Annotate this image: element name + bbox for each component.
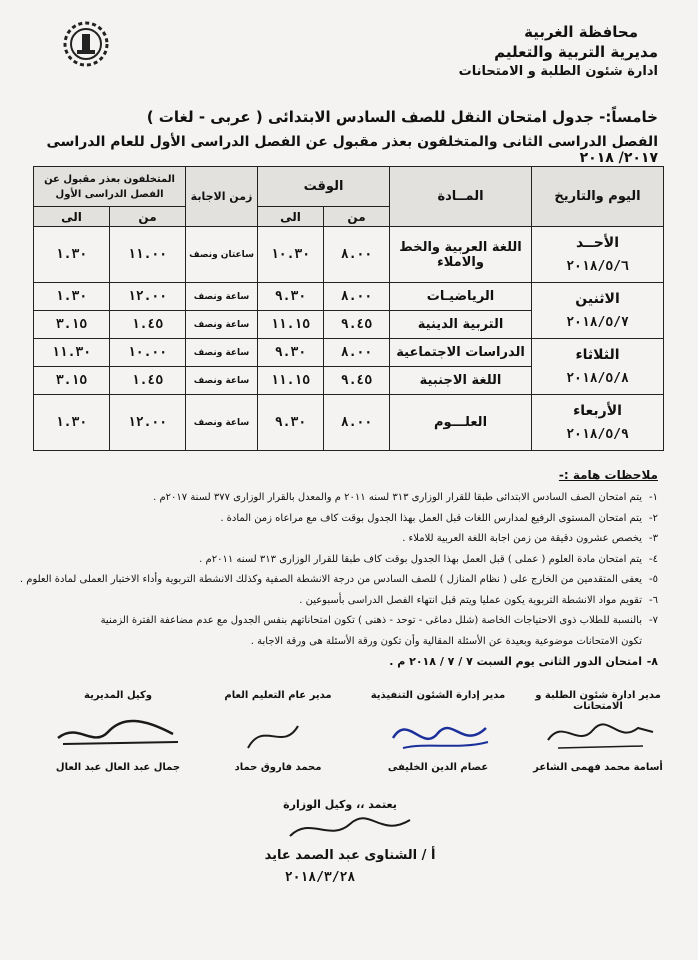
duration-cell: ساعة ونصف [186, 395, 258, 451]
late-to-cell: ١١.٣٠ [34, 339, 110, 367]
day-date: ٢٠١٨/٥/٩ [566, 426, 629, 442]
time-from-cell: ٨.٠٠ [324, 395, 390, 451]
note-item [18, 550, 658, 571]
day-date: ٢٠١٨/٥/٨ [566, 370, 629, 386]
late-to-cell: ١.٣٠ [34, 283, 110, 311]
document-title: خامساً:- جدول امتحان النقل للصف السادس الابتدائى ( عربى - لغات ) [146, 108, 658, 126]
day-cell [532, 283, 664, 339]
time-from-cell: ٩.٤٥ [324, 311, 390, 339]
header-late-from: من [110, 207, 186, 227]
time-to-cell: ١١.١٥ [258, 367, 324, 395]
header-day: اليوم والتاريخ [532, 167, 664, 227]
approval-date: ٢٠١٨/٣/٢٨ [284, 870, 356, 885]
table-row [34, 227, 664, 283]
signature-block [518, 690, 678, 773]
note-text: تكون الامتحانات موضوعية وبعيدة عن الأسئلة المقالية وأن تكون ورقة الأسئلة هى ورقة الاجابة . [250, 635, 642, 647]
day-date: ٢٠١٨/٥/٦ [566, 258, 629, 274]
late-from-cell: ١٢.٠٠ [110, 283, 186, 311]
late-from-cell: ١٢.٠٠ [110, 395, 186, 451]
governorate-name: محافظة الغربية [524, 23, 638, 41]
note-text: يخصص عشرون دقيقة من زمن اجابة اللغة العربية للاملاء . [402, 533, 642, 544]
table-row [34, 395, 664, 451]
signature-block [198, 690, 358, 773]
day-name: الأحــد [576, 234, 620, 251]
note-text: بالنسبة للطلاب ذوى الاحتياجات الخاصة (شلل دماغى - توحد - ذهنى ) تكون امتحاناتهم بنفس الجدول مع عدم مضاعفة الفترة الزمنية [100, 615, 642, 626]
late-from-cell: ١١.٠٠ [110, 227, 186, 283]
time-to-cell: ١٠.٣٠ [258, 227, 324, 283]
note-number: ٣- [649, 533, 658, 544]
header-subject: المــادة [390, 167, 532, 227]
handwritten-signature-icon [528, 708, 668, 758]
late-to-cell: ٣.١٥ [34, 367, 110, 395]
signature-role: مدير إدارة الشئون التنفيذية [370, 690, 506, 701]
document-subtitle: الفصل الدراسى الثانى والمتخلفون بعذر مقبول عن الفصل الدراسى الأول للعام الدراسى ٢٠١٧/ ٢٠١٨ [46, 134, 658, 166]
table-row [34, 283, 664, 311]
subject-cell: الرياضيـات [390, 283, 532, 311]
handwritten-signature-icon [48, 708, 188, 758]
table-row [34, 339, 664, 367]
header-time: الوقت [258, 167, 390, 207]
note-item [18, 529, 658, 550]
time-to-cell: ٩.٣٠ [258, 283, 324, 311]
header-duration: زمن الاجابة [186, 167, 258, 227]
approval-block [240, 798, 440, 885]
duration-cell: ساعتان ونصف [186, 227, 258, 283]
handwritten-signature-icon [368, 708, 508, 758]
subject-cell: التربية الدينية [390, 311, 532, 339]
duration-cell: ساعة ونصف [186, 367, 258, 395]
signatures-row [28, 690, 678, 780]
day-name: الثلاثاء [575, 346, 620, 363]
late-from-cell: ١.٤٥ [110, 311, 186, 339]
note-text: يعفى المتقدمين من الخارج على ( نظام المنازل ) للصف السادس من درجة الانشطة الصفية وكذلك الانشطة التربوية وأداء الاختبار العملى لمادة العلوم . [19, 574, 642, 585]
note-number: ١- [649, 492, 658, 503]
signature-role: مدير عام التعليم العام [224, 690, 332, 701]
note-number: ٤- [649, 553, 658, 565]
note-item [18, 632, 658, 653]
duration-cell: ساعة ونصف [186, 311, 258, 339]
day-date: ٢٠١٨/٥/٧ [566, 314, 629, 330]
time-from-cell: ٩.٤٥ [324, 367, 390, 395]
note-text: يتم امتحان الصف السادس الابتدائى طبقا للقرار الوزارى ٣١٣ لسنه ٢٠١١ م والمعدل بالقرار الوزارى ٣٧٧ لسنة ٢٠١٧م . [153, 492, 642, 503]
note-number: ٥- [649, 574, 658, 585]
note-text: يتم امتحان المستوى الرفيع لمدارس اللغات قبل العمل بهذا الجدول بوقت كاف مع مراعاه زمن المادة . [220, 512, 642, 524]
signature-name: جمال عبد العال عبد العال [55, 762, 181, 773]
time-to-cell: ٩.٣٠ [258, 339, 324, 367]
signature-role: مدير ادارة شئون الطلبة و الامتحانات [535, 690, 661, 712]
notes-title: ملاحظات هامة :- [558, 468, 658, 482]
note-text: يتم امتحان مادة العلوم ( عملى ) قبل العمل بهذا الجدول بوقت كاف طبقا للقرار الوزارى ٣١٣ لسنه ٢٠١١م . [199, 553, 642, 565]
time-to-cell: ١١.١٥ [258, 311, 324, 339]
day-name: الأربعاء [573, 402, 622, 419]
header [358, 22, 658, 82]
day-name: الاثنين [575, 290, 620, 307]
note-text: امتحان الدور الثانى يوم السبت ٧ / ٧ / ٢٠١٨ م . [389, 655, 642, 668]
day-cell [532, 227, 664, 283]
late-to-cell: ١.٣٠ [34, 227, 110, 283]
subject-cell: اللغة الاجنبية [390, 367, 532, 395]
header-time-to: الى [258, 207, 324, 227]
signature-name: محمد فاروق حماد [234, 762, 322, 773]
department-name: ادارة شئون الطلبة و الامتحانات [458, 64, 658, 79]
day-cell [532, 395, 664, 451]
signature-block [38, 690, 198, 773]
header-late-to: الى [34, 207, 110, 227]
time-from-cell: ٨.٠٠ [324, 227, 390, 283]
subject-cell: الدراسات الاجتماعية [390, 339, 532, 367]
late-to-cell: ١.٣٠ [34, 395, 110, 451]
signature-block [358, 690, 518, 773]
subject-cell: اللغة العربية والخط والاملاء [390, 227, 532, 283]
header-time-from: من [324, 207, 390, 227]
time-from-cell: ٨.٠٠ [324, 283, 390, 311]
day-cell [532, 339, 664, 395]
late-from-cell: ١٠.٠٠ [110, 339, 186, 367]
note-item [18, 591, 658, 612]
late-from-cell: ١.٤٥ [110, 367, 186, 395]
duration-cell: ساعة ونصف [186, 339, 258, 367]
notes-list [18, 488, 658, 673]
note-item [18, 652, 658, 673]
time-from-cell: ٨.٠٠ [324, 339, 390, 367]
note-item [18, 509, 658, 530]
note-text: تقويم مواد الانشطة التربوية يكون عمليا ويتم قبل انتهاء الفصل الدراسى بأسبوعين . [299, 594, 642, 606]
note-number: ٢- [649, 512, 658, 524]
time-to-cell: ٩.٣٠ [258, 395, 324, 451]
note-number: ٦- [649, 594, 658, 606]
exam-schedule-table [33, 166, 664, 451]
directorate-logo-icon [62, 20, 110, 68]
header-late: المتخلفون بعذر مقبول عن الفصل الدراسى الأول [34, 167, 186, 207]
note-item [18, 570, 658, 591]
late-to-cell: ٣.١٥ [34, 311, 110, 339]
signature-role: وكيل المديرية [84, 690, 152, 701]
signature-name: عصام الدين الخليفى [387, 762, 489, 773]
note-number: ٧- [649, 615, 658, 626]
duration-cell: ساعة ونصف [186, 283, 258, 311]
subject-cell: العلـــوم [390, 395, 532, 451]
note-number: ٨- [646, 655, 658, 668]
note-item [18, 488, 658, 509]
directorate-name: مديرية التربية والتعليم [494, 43, 658, 61]
approval-name: أ / الشناوى عبد الصمد عايد [264, 848, 436, 863]
signature-name: أسامة محمد فهمى الشاعر [533, 762, 663, 773]
handwritten-signature-icon [208, 708, 348, 758]
handwritten-signature-icon [280, 808, 420, 848]
approval-label: يعتمد ،، وكيل الوزارة [283, 798, 397, 811]
note-item [18, 611, 658, 632]
